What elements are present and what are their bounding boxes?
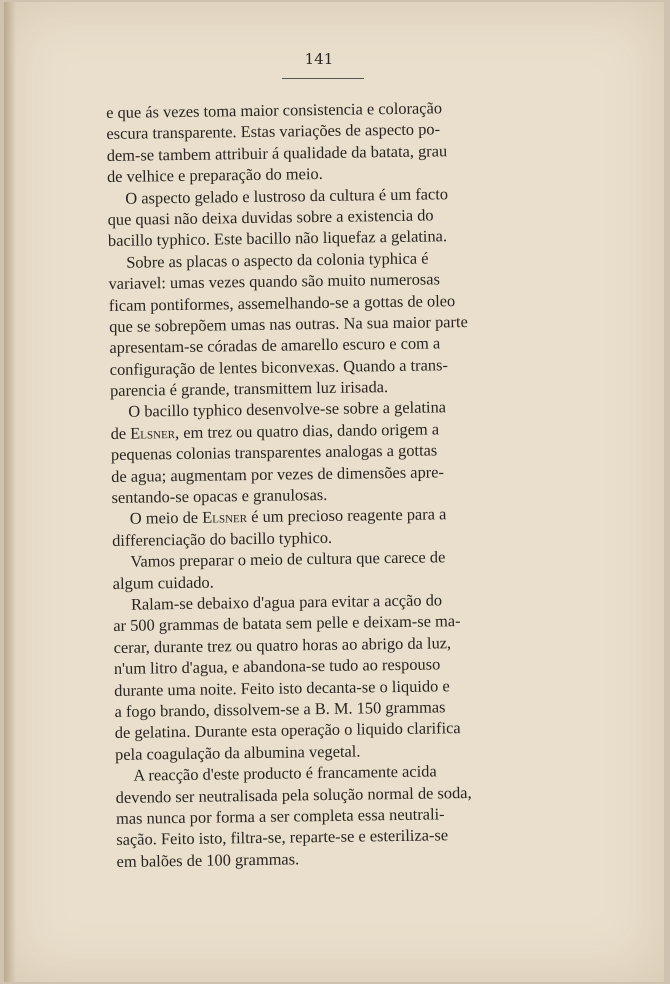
- text-line: a fogo brando, dissolvem-se a B. M. 150 grammas: [114, 697, 446, 721]
- text-run: , em trez ou quatro dias, dando origem a: [174, 419, 440, 442]
- text-line: dem-se tambem attribuir á qualidade da batata, grau: [106, 141, 448, 165]
- text-run: é um precioso reagente para a: [246, 504, 447, 527]
- text-line: mas nunca por forma a ser completa essa neutrali-: [115, 804, 445, 828]
- text-line: ficam pontiformes, assemelhando-se a gottas de oleo: [108, 290, 456, 315]
- text-line: devendo ser neutralisada pela solução normal de soda,: [115, 782, 472, 807]
- text-line: parencia é grande, transmittem luz irisada.: [109, 377, 389, 401]
- text-run: de: [110, 423, 131, 443]
- text-line: durante uma noite. Feito isto decanta-se o liquido e: [114, 675, 450, 700]
- text-line: de velhice e preparação do meio.: [106, 164, 323, 187]
- text-line: bacillo typhico. Este bacillo não liquefaz a gelatina.: [107, 226, 448, 251]
- text-line: sentando-se opacas e granulosas.: [111, 484, 328, 507]
- text-line: O aspecto gelado e lustroso da cultura é um facto: [125, 183, 449, 208]
- text-line: differenciação do bacillo typhico.: [111, 527, 333, 550]
- text-line: de agua; augmentam por vezes de dimensões apre-: [111, 461, 445, 486]
- text-line: de gelatina. Durante esta operação o liquido clarifica: [114, 718, 461, 743]
- text-line: pela coagulação da albumina vegetal.: [114, 741, 361, 764]
- author-name-smallcaps: Elsner: [130, 422, 176, 443]
- body-text: [106, 96, 557, 872]
- text-line: Ralam-se debaixo d'agua para evitar a acção do: [130, 590, 443, 614]
- text-line: sação. Feito isto, filtra-se, reparte-se e esteriliza-se: [116, 825, 449, 850]
- text-line: escura transparente. Estas variações de aspecto po-: [106, 119, 441, 144]
- header-rule: [282, 78, 364, 79]
- text-line: n'um litro d'agua, e abandona-se tudo ao respouso: [113, 654, 441, 679]
- page-number: 141: [304, 50, 334, 68]
- text-run: O meio de: [129, 508, 203, 529]
- book-page: [4, 2, 664, 982]
- text-line: Sobre as placas o aspecto da colonia typhica é: [126, 248, 429, 272]
- text-line: ar 500 grammas de batata sem pelle e deixam-se ma-: [113, 611, 461, 636]
- text-line: em balões de 100 grammas.: [116, 849, 300, 871]
- text-line: O bacillo typhico desenvolve-se sobre a gelatina: [128, 397, 447, 422]
- text-line: Vamos preparar o meio de cultura que carece de: [130, 547, 446, 571]
- text-line: configuração de lentes biconvexas. Quando a trans-: [109, 354, 448, 379]
- text-line: e que ás vezes toma maior consistencia e coloração: [106, 98, 443, 122]
- text-line: algum cuidado.: [112, 572, 214, 593]
- text-line: que se sobrepõem umas nas outras. Na sua maior parte: [109, 311, 468, 336]
- text-line: cerar, durante trez ou quatro horas ao abrigo da luz,: [113, 633, 452, 657]
- text-line: apresentam-se córadas de amarello escuro e com a: [109, 333, 441, 358]
- text-line: variavel: umas vezes quando são muito numerosas: [108, 269, 441, 294]
- author-name-smallcaps: Elsner: [202, 507, 248, 528]
- text-line: A reacção d'este producto é francamente acida: [133, 761, 437, 785]
- text-line: pequenas colonias transparentes analogas a gottas: [110, 440, 438, 465]
- page-spine-shadow: [4, 2, 16, 982]
- text-line: que quasi não deixa duvidas sobre a existencia do: [107, 205, 434, 229]
